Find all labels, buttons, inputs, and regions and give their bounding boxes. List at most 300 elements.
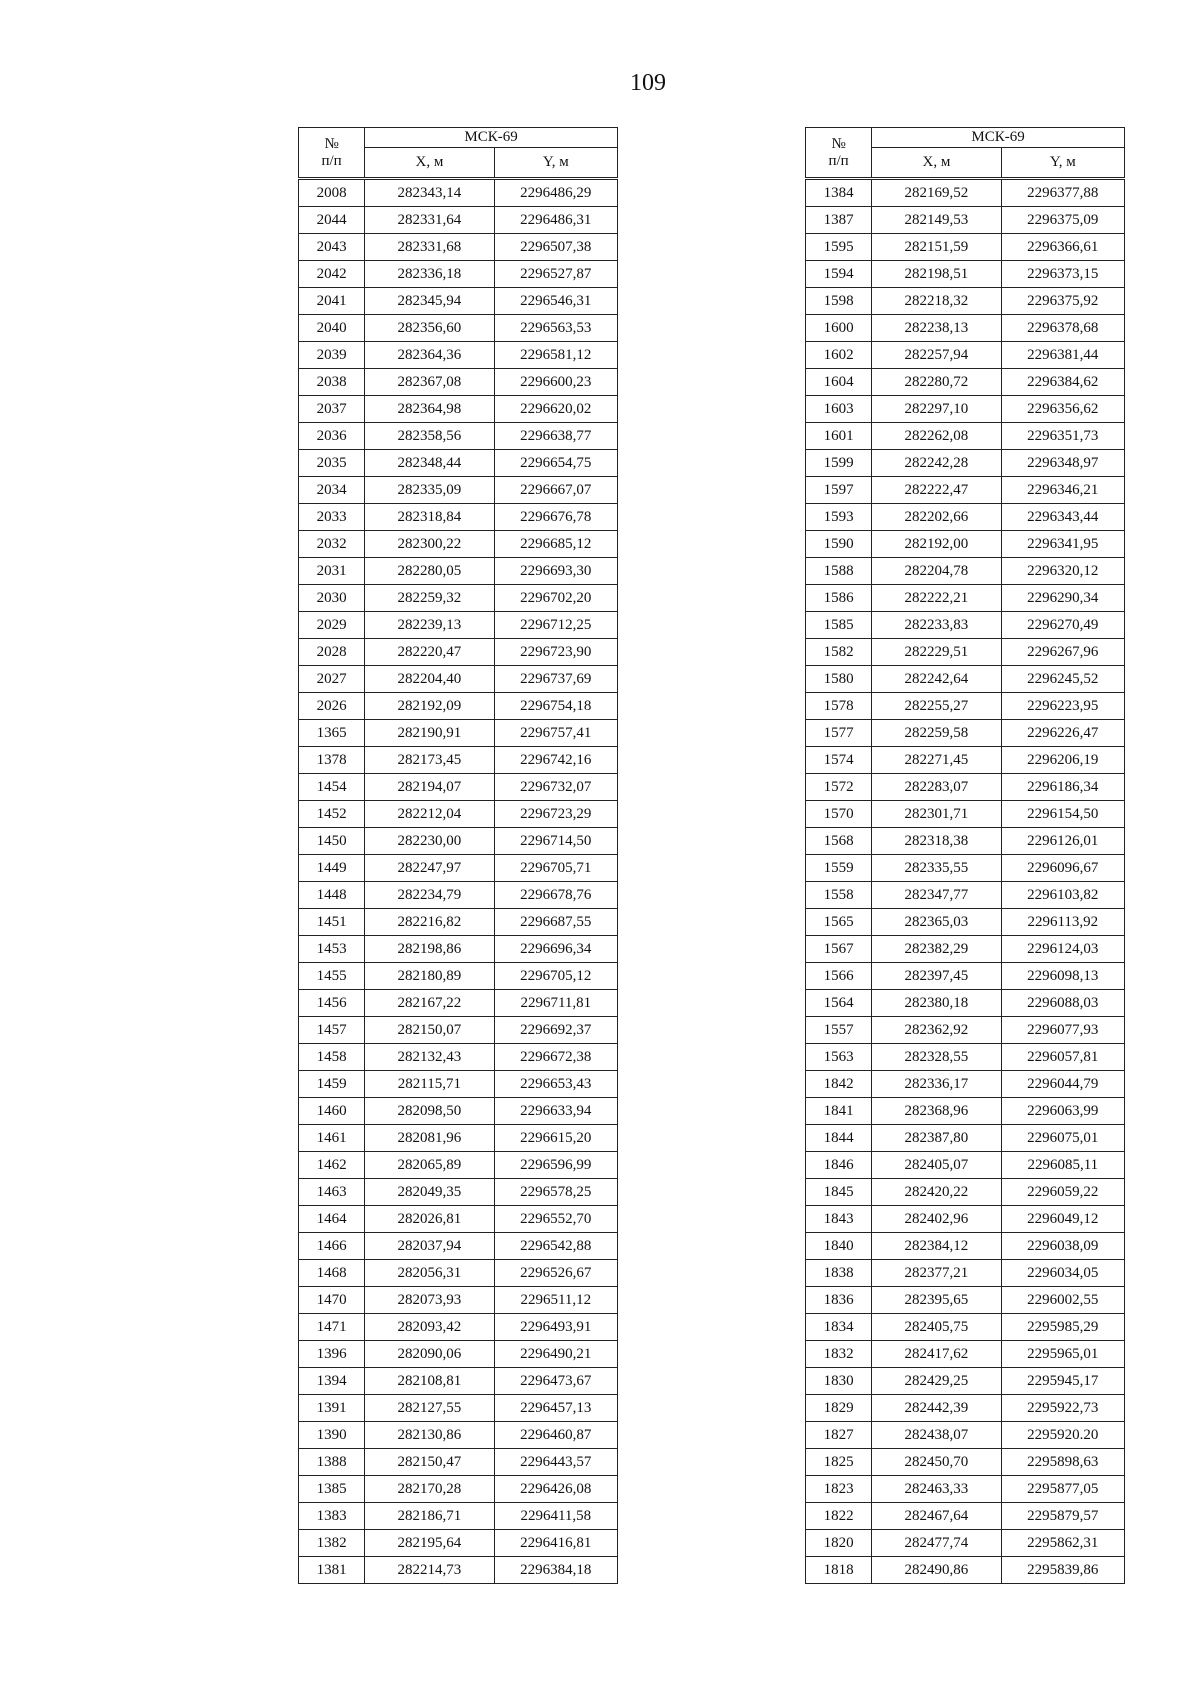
x-coordinate-cell: 282331,68: [365, 234, 494, 261]
point-number-cell: 1387: [806, 207, 872, 234]
table-row: [299, 855, 618, 882]
y-coordinate-cell: 2296375,92: [1001, 288, 1124, 315]
header-number: [299, 128, 365, 179]
x-coordinate-cell: 282367,08: [365, 369, 494, 396]
x-coordinate-cell: 282405,75: [872, 1314, 1001, 1341]
point-number-cell: 1450: [299, 828, 365, 855]
y-coordinate-cell: 2296723,29: [494, 801, 617, 828]
y-coordinate-cell: 2295965,01: [1001, 1341, 1124, 1368]
point-number-cell: 1602: [806, 342, 872, 369]
table-row: [299, 1152, 618, 1179]
y-coordinate-cell: 2296411,58: [494, 1503, 617, 1530]
point-number-cell: 1557: [806, 1017, 872, 1044]
header-number-pp: п/п: [321, 152, 342, 169]
x-coordinate-cell: 282300,22: [365, 531, 494, 558]
y-coordinate-cell: 2296377,88: [1001, 179, 1124, 207]
y-coordinate-cell: 2296366,61: [1001, 234, 1124, 261]
y-coordinate-cell: 2296049,12: [1001, 1206, 1124, 1233]
table-body-left: [299, 179, 618, 1584]
point-number-cell: 2042: [299, 261, 365, 288]
x-coordinate-cell: 282073,93: [365, 1287, 494, 1314]
x-coordinate-cell: 282382,29: [872, 936, 1001, 963]
x-coordinate-cell: 282387,80: [872, 1125, 1001, 1152]
x-coordinate-cell: 282037,94: [365, 1233, 494, 1260]
table-row: [299, 1260, 618, 1287]
y-coordinate-cell: 2295862,31: [1001, 1530, 1124, 1557]
x-coordinate-cell: 282356,60: [365, 315, 494, 342]
point-number-cell: 1458: [299, 1044, 365, 1071]
point-number-cell: 1598: [806, 288, 872, 315]
point-number-cell: 1451: [299, 909, 365, 936]
table-body-right: [806, 179, 1125, 1584]
table-row: [299, 261, 618, 288]
table-row: [299, 1530, 618, 1557]
y-coordinate-cell: 2296034,05: [1001, 1260, 1124, 1287]
point-number-cell: 1590: [806, 531, 872, 558]
x-coordinate-cell: 282150,47: [365, 1449, 494, 1476]
table-row: [299, 882, 618, 909]
y-coordinate-cell: 2296757,41: [494, 720, 617, 747]
point-number-cell: 1600: [806, 315, 872, 342]
table-row: [299, 666, 618, 693]
y-coordinate-cell: 2296578,25: [494, 1179, 617, 1206]
y-coordinate-cell: 2296126,01: [1001, 828, 1124, 855]
point-number-cell: 2026: [299, 693, 365, 720]
point-number-cell: 1840: [806, 1233, 872, 1260]
table-row: [806, 179, 1125, 207]
x-coordinate-cell: 282297,10: [872, 396, 1001, 423]
x-coordinate-cell: 282377,21: [872, 1260, 1001, 1287]
y-coordinate-cell: 2296002,55: [1001, 1287, 1124, 1314]
table-row: [806, 747, 1125, 774]
x-coordinate-cell: 282283,07: [872, 774, 1001, 801]
y-coordinate-cell: 2295920.20: [1001, 1422, 1124, 1449]
header-coordinate-system: МСК-69: [365, 128, 618, 148]
table-row: [806, 207, 1125, 234]
table-row: [299, 234, 618, 261]
point-number-cell: 1452: [299, 801, 365, 828]
table-row: [299, 288, 618, 315]
y-coordinate-cell: 2296443,57: [494, 1449, 617, 1476]
point-number-cell: 1457: [299, 1017, 365, 1044]
y-coordinate-cell: 2296057,81: [1001, 1044, 1124, 1071]
x-coordinate-cell: 282108,81: [365, 1368, 494, 1395]
x-coordinate-cell: 282405,07: [872, 1152, 1001, 1179]
table-row: [806, 666, 1125, 693]
x-coordinate-cell: 282169,52: [872, 179, 1001, 207]
point-number-cell: 2036: [299, 423, 365, 450]
table-row: [806, 1287, 1125, 1314]
y-coordinate-cell: 2296206,19: [1001, 747, 1124, 774]
point-number-cell: 1365: [299, 720, 365, 747]
x-coordinate-cell: 282380,18: [872, 990, 1001, 1017]
table-row: [806, 1233, 1125, 1260]
x-coordinate-cell: 282234,79: [365, 882, 494, 909]
y-coordinate-cell: 2296692,37: [494, 1017, 617, 1044]
y-coordinate-cell: 2296098,13: [1001, 963, 1124, 990]
x-coordinate-cell: 282192,00: [872, 531, 1001, 558]
table-row: [299, 963, 618, 990]
x-coordinate-cell: 282081,96: [365, 1125, 494, 1152]
header-number-pp: п/п: [828, 152, 849, 169]
y-coordinate-cell: 2296705,71: [494, 855, 617, 882]
point-number-cell: 2044: [299, 207, 365, 234]
x-coordinate-cell: 282343,14: [365, 179, 494, 207]
point-number-cell: 1830: [806, 1368, 872, 1395]
point-number-cell: 2043: [299, 234, 365, 261]
point-number-cell: 1585: [806, 612, 872, 639]
y-coordinate-cell: 2296678,76: [494, 882, 617, 909]
y-coordinate-cell: 2296381,44: [1001, 342, 1124, 369]
point-number-cell: 1572: [806, 774, 872, 801]
point-number-cell: 1566: [806, 963, 872, 990]
table-row: [299, 179, 618, 207]
point-number-cell: 1597: [806, 477, 872, 504]
table-row: [806, 531, 1125, 558]
y-coordinate-cell: 2296705,12: [494, 963, 617, 990]
point-number-cell: 1846: [806, 1152, 872, 1179]
table-row: [806, 774, 1125, 801]
header-y: Y, м: [494, 148, 617, 179]
table-row: [806, 1530, 1125, 1557]
y-coordinate-cell: 2296416,81: [494, 1530, 617, 1557]
y-coordinate-cell: 2296620,02: [494, 396, 617, 423]
x-coordinate-cell: 282467,64: [872, 1503, 1001, 1530]
x-coordinate-cell: 282318,84: [365, 504, 494, 531]
point-number-cell: 1601: [806, 423, 872, 450]
table-row: [299, 342, 618, 369]
point-number-cell: 2027: [299, 666, 365, 693]
y-coordinate-cell: 2296186,34: [1001, 774, 1124, 801]
point-number-cell: 1470: [299, 1287, 365, 1314]
point-number-cell: 1825: [806, 1449, 872, 1476]
x-coordinate-cell: 282056,31: [365, 1260, 494, 1287]
point-number-cell: 1460: [299, 1098, 365, 1125]
x-coordinate-cell: 282149,53: [872, 207, 1001, 234]
x-coordinate-cell: 282365,03: [872, 909, 1001, 936]
point-number-cell: 1578: [806, 693, 872, 720]
table-row: [806, 1152, 1125, 1179]
x-coordinate-cell: 282190,91: [365, 720, 494, 747]
x-coordinate-cell: 282098,50: [365, 1098, 494, 1125]
y-coordinate-cell: 2296384,18: [494, 1557, 617, 1584]
point-number-cell: 2037: [299, 396, 365, 423]
table-row: [299, 936, 618, 963]
table-row: [806, 261, 1125, 288]
table-row: [299, 720, 618, 747]
y-coordinate-cell: 2296375,09: [1001, 207, 1124, 234]
table-row: [806, 1314, 1125, 1341]
y-coordinate-cell: 2296676,78: [494, 504, 617, 531]
x-coordinate-cell: 282442,39: [872, 1395, 1001, 1422]
point-number-cell: 1453: [299, 936, 365, 963]
point-number-cell: 1385: [299, 1476, 365, 1503]
table-row: [806, 1044, 1125, 1071]
point-number-cell: 1822: [806, 1503, 872, 1530]
y-coordinate-cell: 2296088,03: [1001, 990, 1124, 1017]
y-coordinate-cell: 2295898,63: [1001, 1449, 1124, 1476]
table-row: [299, 369, 618, 396]
point-number-cell: 1577: [806, 720, 872, 747]
table-row: [806, 693, 1125, 720]
table-row: [299, 1017, 618, 1044]
x-coordinate-cell: 282216,82: [365, 909, 494, 936]
point-number-cell: 1823: [806, 1476, 872, 1503]
y-coordinate-cell: 2296346,21: [1001, 477, 1124, 504]
x-coordinate-cell: 282202,66: [872, 504, 1001, 531]
x-coordinate-cell: 282271,45: [872, 747, 1001, 774]
point-number-cell: 1464: [299, 1206, 365, 1233]
y-coordinate-cell: 2296754,18: [494, 693, 617, 720]
table-row: [299, 1503, 618, 1530]
x-coordinate-cell: 282239,13: [365, 612, 494, 639]
x-coordinate-cell: 282150,07: [365, 1017, 494, 1044]
y-coordinate-cell: 2296044,79: [1001, 1071, 1124, 1098]
point-number-cell: 1593: [806, 504, 872, 531]
table-row: [806, 720, 1125, 747]
point-number-cell: 1842: [806, 1071, 872, 1098]
table-row: [806, 1503, 1125, 1530]
x-coordinate-cell: 282301,71: [872, 801, 1001, 828]
x-coordinate-cell: 282328,55: [872, 1044, 1001, 1071]
point-number-cell: 1818: [806, 1557, 872, 1584]
point-number-cell: 1461: [299, 1125, 365, 1152]
x-coordinate-cell: 282368,96: [872, 1098, 1001, 1125]
table-row: [299, 585, 618, 612]
point-number-cell: 1845: [806, 1179, 872, 1206]
y-coordinate-cell: 2296356,62: [1001, 396, 1124, 423]
table-row: [299, 990, 618, 1017]
y-coordinate-cell: 2295879,57: [1001, 1503, 1124, 1530]
x-coordinate-cell: 282280,05: [365, 558, 494, 585]
table-row: [806, 234, 1125, 261]
y-coordinate-cell: 2295839,86: [1001, 1557, 1124, 1584]
y-coordinate-cell: 2295945,17: [1001, 1368, 1124, 1395]
y-coordinate-cell: 2296600,23: [494, 369, 617, 396]
x-coordinate-cell: 282364,36: [365, 342, 494, 369]
x-coordinate-cell: 282049,35: [365, 1179, 494, 1206]
point-number-cell: 1383: [299, 1503, 365, 1530]
y-coordinate-cell: 2295922,73: [1001, 1395, 1124, 1422]
table-row: [299, 1044, 618, 1071]
x-coordinate-cell: 282397,45: [872, 963, 1001, 990]
table-row: [299, 1125, 618, 1152]
table-row: [299, 1557, 618, 1584]
table-row: [299, 1314, 618, 1341]
y-coordinate-cell: 2296581,12: [494, 342, 617, 369]
point-number-cell: 1832: [806, 1341, 872, 1368]
table-row: [299, 1233, 618, 1260]
table-row: [299, 1071, 618, 1098]
x-coordinate-cell: 282214,73: [365, 1557, 494, 1584]
point-number-cell: 2030: [299, 585, 365, 612]
table-row: [299, 1449, 618, 1476]
y-coordinate-cell: 2296075,01: [1001, 1125, 1124, 1152]
table-row: [299, 504, 618, 531]
header-x: X, м: [365, 148, 494, 179]
x-coordinate-cell: 282173,45: [365, 747, 494, 774]
y-coordinate-cell: 2296486,31: [494, 207, 617, 234]
table-row: [299, 396, 618, 423]
x-coordinate-cell: 282170,28: [365, 1476, 494, 1503]
table-row: [806, 423, 1125, 450]
y-coordinate-cell: 2296038,09: [1001, 1233, 1124, 1260]
table-row: [299, 423, 618, 450]
x-coordinate-cell: 282198,86: [365, 936, 494, 963]
x-coordinate-cell: 282331,64: [365, 207, 494, 234]
y-coordinate-cell: 2296687,55: [494, 909, 617, 936]
x-coordinate-cell: 282222,21: [872, 585, 1001, 612]
x-coordinate-cell: 282336,17: [872, 1071, 1001, 1098]
x-coordinate-cell: 282318,38: [872, 828, 1001, 855]
point-number-cell: 1388: [299, 1449, 365, 1476]
y-coordinate-cell: 2296343,44: [1001, 504, 1124, 531]
x-coordinate-cell: 282259,58: [872, 720, 1001, 747]
y-coordinate-cell: 2296667,07: [494, 477, 617, 504]
x-coordinate-cell: 282192,09: [365, 693, 494, 720]
table-row: [806, 1395, 1125, 1422]
point-number-cell: 2041: [299, 288, 365, 315]
y-coordinate-cell: 2296685,12: [494, 531, 617, 558]
point-number-cell: 1456: [299, 990, 365, 1017]
point-number-cell: 2039: [299, 342, 365, 369]
x-coordinate-cell: 282347,77: [872, 882, 1001, 909]
point-number-cell: 1384: [806, 179, 872, 207]
y-coordinate-cell: 2296693,30: [494, 558, 617, 585]
y-coordinate-cell: 2296527,87: [494, 261, 617, 288]
x-coordinate-cell: 282130,86: [365, 1422, 494, 1449]
y-coordinate-cell: 2296546,31: [494, 288, 617, 315]
point-number-cell: 1574: [806, 747, 872, 774]
y-coordinate-cell: 2296223,95: [1001, 693, 1124, 720]
point-number-cell: 1588: [806, 558, 872, 585]
x-coordinate-cell: 282167,22: [365, 990, 494, 1017]
y-coordinate-cell: 2296653,43: [494, 1071, 617, 1098]
header-number-sign: №: [831, 135, 846, 152]
x-coordinate-cell: 282220,47: [365, 639, 494, 666]
point-number-cell: 1382: [299, 1530, 365, 1557]
point-number-cell: 1378: [299, 747, 365, 774]
x-coordinate-cell: 282362,92: [872, 1017, 1001, 1044]
y-coordinate-cell: 2296373,15: [1001, 261, 1124, 288]
point-number-cell: 1564: [806, 990, 872, 1017]
y-coordinate-cell: 2296490,21: [494, 1341, 617, 1368]
table-row: [806, 396, 1125, 423]
point-number-cell: 1448: [299, 882, 365, 909]
point-number-cell: 1829: [806, 1395, 872, 1422]
table-row: [299, 747, 618, 774]
table-row: [806, 990, 1125, 1017]
point-number-cell: 1463: [299, 1179, 365, 1206]
y-coordinate-cell: 2296290,34: [1001, 585, 1124, 612]
x-coordinate-cell: 282212,04: [365, 801, 494, 828]
table-row: [806, 1017, 1125, 1044]
x-coordinate-cell: 282259,32: [365, 585, 494, 612]
x-coordinate-cell: 282364,98: [365, 396, 494, 423]
y-coordinate-cell: 2296063,99: [1001, 1098, 1124, 1125]
y-coordinate-cell: 2296473,67: [494, 1368, 617, 1395]
y-coordinate-cell: 2296270,49: [1001, 612, 1124, 639]
x-coordinate-cell: 282262,08: [872, 423, 1001, 450]
table-row: [806, 909, 1125, 936]
y-coordinate-cell: 2296672,38: [494, 1044, 617, 1071]
table-row: [299, 1341, 618, 1368]
x-coordinate-cell: 282026,81: [365, 1206, 494, 1233]
point-number-cell: 1599: [806, 450, 872, 477]
table-row: [806, 1557, 1125, 1584]
y-coordinate-cell: 2296320,12: [1001, 558, 1124, 585]
point-number-cell: 2034: [299, 477, 365, 504]
table-row: [806, 288, 1125, 315]
table-row: [806, 1098, 1125, 1125]
table-row: [806, 1476, 1125, 1503]
x-coordinate-cell: 282335,55: [872, 855, 1001, 882]
table-row: [806, 558, 1125, 585]
point-number-cell: 1394: [299, 1368, 365, 1395]
point-number-cell: 1468: [299, 1260, 365, 1287]
table-row: [806, 585, 1125, 612]
x-coordinate-cell: 282348,44: [365, 450, 494, 477]
point-number-cell: 1396: [299, 1341, 365, 1368]
point-number-cell: 1568: [806, 828, 872, 855]
x-coordinate-cell: 282132,43: [365, 1044, 494, 1071]
x-coordinate-cell: 282463,33: [872, 1476, 1001, 1503]
coordinates-table-right: [805, 127, 1125, 1584]
header-y: Y, м: [1001, 148, 1124, 179]
x-coordinate-cell: 282438,07: [872, 1422, 1001, 1449]
table-row: [806, 855, 1125, 882]
table-row: [806, 1125, 1125, 1152]
table-row: [806, 1206, 1125, 1233]
table-row: [806, 1449, 1125, 1476]
y-coordinate-cell: 2296077,93: [1001, 1017, 1124, 1044]
x-coordinate-cell: 282127,55: [365, 1395, 494, 1422]
x-coordinate-cell: 282242,28: [872, 450, 1001, 477]
header-x: X, м: [872, 148, 1001, 179]
y-coordinate-cell: 2296696,34: [494, 936, 617, 963]
y-coordinate-cell: 2296507,38: [494, 234, 617, 261]
point-number-cell: 1603: [806, 396, 872, 423]
table-row: [299, 774, 618, 801]
y-coordinate-cell: 2296348,97: [1001, 450, 1124, 477]
point-number-cell: 1820: [806, 1530, 872, 1557]
table-row: [806, 612, 1125, 639]
header-number-sign: №: [324, 135, 339, 152]
y-coordinate-cell: 2296493,91: [494, 1314, 617, 1341]
table-row: [806, 963, 1125, 990]
x-coordinate-cell: 282222,47: [872, 477, 1001, 504]
y-coordinate-cell: 2296426,08: [494, 1476, 617, 1503]
table-row: [806, 450, 1125, 477]
x-coordinate-cell: 282186,71: [365, 1503, 494, 1530]
y-coordinate-cell: 2296552,70: [494, 1206, 617, 1233]
point-number-cell: 2035: [299, 450, 365, 477]
x-coordinate-cell: 282230,00: [365, 828, 494, 855]
y-coordinate-cell: 2296384,62: [1001, 369, 1124, 396]
header-coordinate-system: МСК-69: [872, 128, 1125, 148]
y-coordinate-cell: 2296267,96: [1001, 639, 1124, 666]
table-row: [806, 801, 1125, 828]
table-row: [806, 504, 1125, 531]
x-coordinate-cell: 282194,07: [365, 774, 494, 801]
y-coordinate-cell: 2296245,52: [1001, 666, 1124, 693]
x-coordinate-cell: 282233,83: [872, 612, 1001, 639]
x-coordinate-cell: 282280,72: [872, 369, 1001, 396]
table-row: [299, 612, 618, 639]
table-row: [299, 693, 618, 720]
y-coordinate-cell: 2296085,11: [1001, 1152, 1124, 1179]
x-coordinate-cell: 282247,97: [365, 855, 494, 882]
